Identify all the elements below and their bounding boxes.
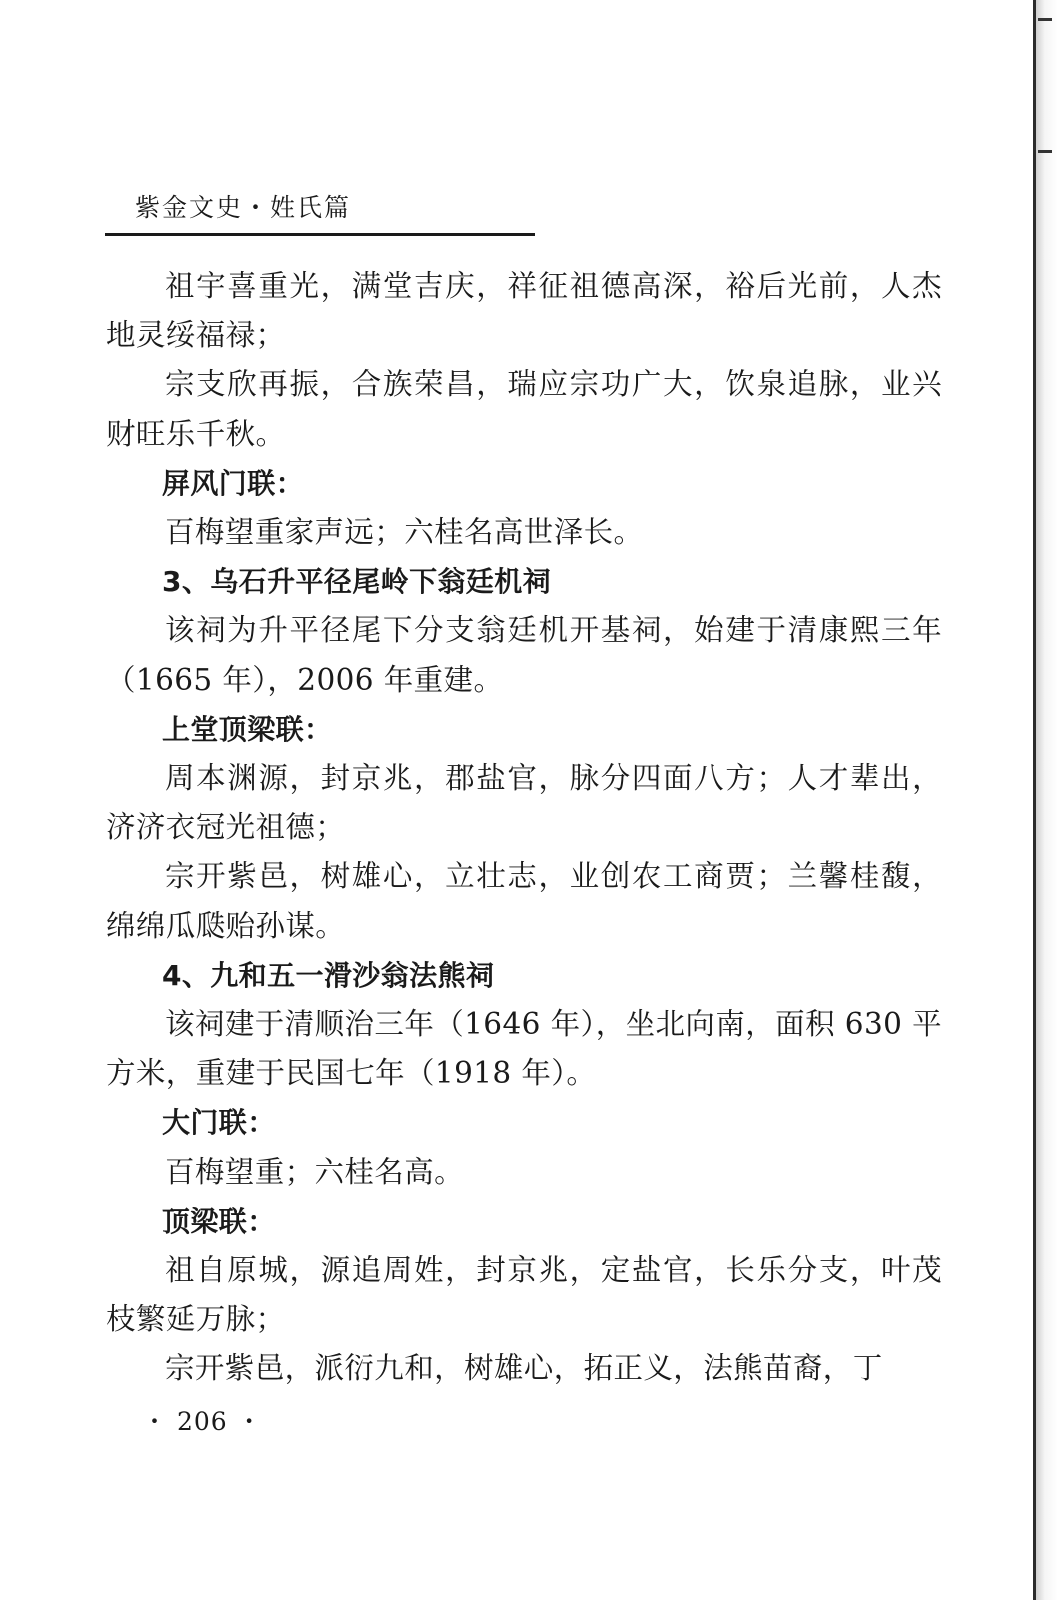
header-rule bbox=[105, 233, 535, 236]
couplet-heading: 大门联： bbox=[162, 1106, 276, 1140]
page-number: ・ 206 ・ bbox=[142, 1407, 263, 1436]
paragraph: 宗支欣再振，合族荣昌，瑞应宗功广大，饮泉追脉，业兴财旺乐千秋。 bbox=[106, 367, 942, 451]
paragraph: 百梅望重家声远；六桂名高世泽长。 bbox=[165, 515, 644, 550]
paragraph: 百梅望重；六桂名高。 bbox=[165, 1154, 465, 1189]
paragraph: 祖自原城，源追周姓，封京兆，定盐官，长乐分支，叶茂枝繁延万脉； bbox=[106, 1253, 942, 1337]
edge-mark bbox=[1038, 150, 1052, 153]
paragraph: 祖宇喜重光，满堂吉庆，祥征祖德高深，裕后光前，人杰地灵绥福禄； bbox=[106, 269, 942, 353]
page-edge bbox=[1033, 0, 1058, 1600]
couplet-heading: 上堂顶梁联： bbox=[162, 712, 333, 746]
couplet-heading: 顶梁联： bbox=[162, 1204, 276, 1238]
paragraph: 该祠为升平径尾下分支翁廷机开基祠，始建于清康熙三年（1665 年），2006 年重建。 bbox=[106, 613, 942, 697]
paragraph: 宗开紫邑，树雄心，立壮志，业创农工商贾；兰馨桂馥，绵绵瓜瓞贻孙谋。 bbox=[106, 859, 942, 943]
couplet-heading: 屏风门联： bbox=[162, 466, 305, 500]
paragraph: 该祠建于清顺治三年（1646 年），坐北向南，面积 630 平方米，重建于民国七年（1918 年）。 bbox=[106, 1007, 942, 1091]
edge-mark bbox=[1038, 18, 1052, 21]
paragraph: 周本渊源，封京兆，郡盐官，脉分四面八方；人才辈出，济济衣冠光祖德； bbox=[106, 761, 942, 845]
body-text bbox=[106, 262, 942, 1394]
paragraph: 宗开紫邑，派衍九和，树雄心，拓正义，法熊苗裔，丁 bbox=[165, 1351, 883, 1386]
section-heading: 4、九和五一滑沙翁法熊祠 bbox=[162, 958, 495, 992]
section-heading: 3、乌石升平径尾岭下翁廷机祠 bbox=[162, 565, 552, 599]
running-header: 紫金文史・姓氏篇 bbox=[135, 193, 352, 222]
